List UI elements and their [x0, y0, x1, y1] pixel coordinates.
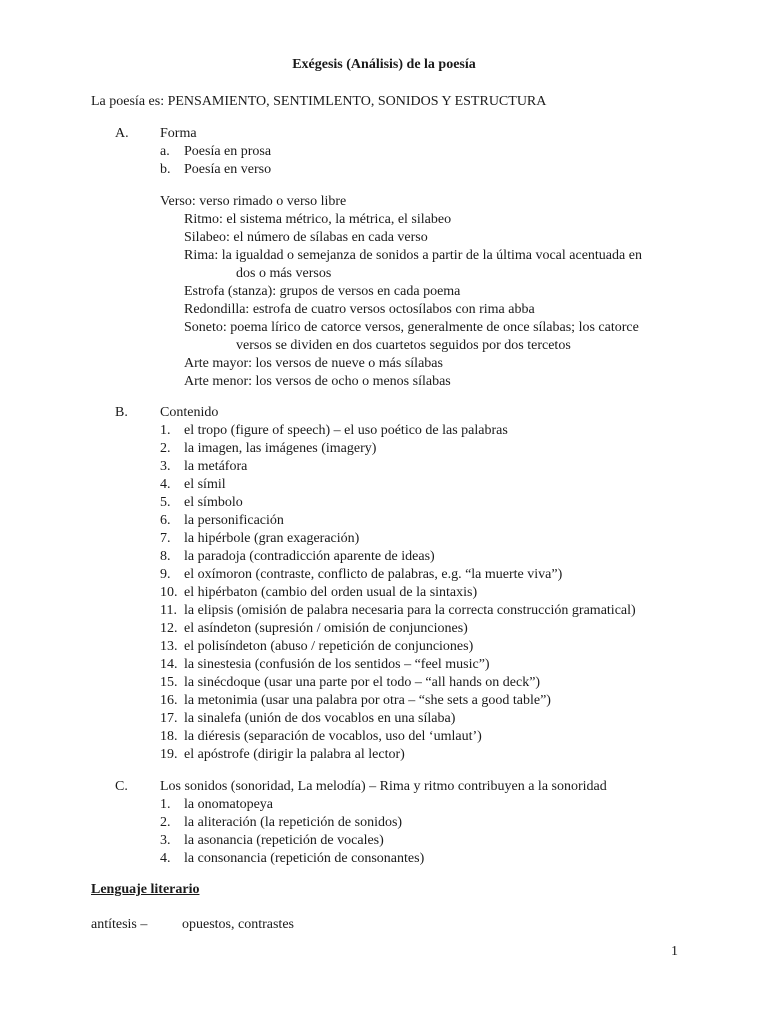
- list-item-text: el tropo (figure of speech) – el uso poético de las palabras: [184, 423, 508, 438]
- list-number: 2.: [160, 815, 171, 830]
- list-item-text: la imagen, las imágenes (imagery): [184, 441, 377, 456]
- list-number: 10.: [160, 585, 178, 600]
- definition-continuation: dos o más versos: [236, 266, 332, 281]
- list-number: 8.: [160, 549, 171, 564]
- list-item-text: el asíndeton (supresión / omisión de conjunciones): [184, 621, 468, 636]
- list-number: 1.: [160, 797, 171, 812]
- list-item-text: Poesía en prosa: [184, 144, 272, 159]
- page-title: Exégesis (Análisis) de la poesía: [292, 57, 476, 72]
- list-number: 1.: [160, 423, 171, 438]
- list-number: 3.: [160, 833, 171, 848]
- list-number: 15.: [160, 675, 178, 690]
- list-marker: a.: [160, 144, 170, 159]
- list-item-text: la metáfora: [184, 459, 248, 474]
- definition-line: Estrofa (stanza): grupos de versos en cada poema: [184, 284, 461, 299]
- list-number: 12.: [160, 621, 178, 636]
- verso-line: Verso: verso rimado o verso libre: [160, 194, 347, 209]
- list-item-text: la aliteración (la repetición de sonidos): [184, 815, 403, 830]
- definition-line: Redondilla: estrofa de cuatro versos octosílabos con rima abba: [184, 302, 535, 317]
- section-a-heading: Forma: [160, 126, 197, 141]
- list-marker: b.: [160, 162, 171, 177]
- definition-line: Ritmo: el sistema métrico, la métrica, el silabeo: [184, 212, 452, 227]
- list-number: 17.: [160, 711, 178, 726]
- definition-continuation: versos se dividen en dos cuartetos seguidos por dos tercetos: [236, 338, 571, 353]
- list-item-text: el apóstrofe (dirigir la palabra al lector): [184, 747, 405, 762]
- list-item-text: la metonimia (usar una palabra por otra – “she sets a good table”): [184, 693, 551, 708]
- list-item-text: el símil: [184, 477, 226, 492]
- list-number: 4.: [160, 851, 171, 866]
- list-number: 2.: [160, 441, 171, 456]
- list-item-text: el polisíndeton (abuso / repetición de conjunciones): [184, 639, 474, 654]
- page-number: 1: [671, 944, 678, 959]
- list-number: 6.: [160, 513, 171, 528]
- definition-line: Silabeo: el número de sílabas en cada verso: [184, 230, 428, 245]
- section-c-heading: Los sonidos (sonoridad, La melodía) – Rima y ritmo contribuyen a la sonoridad: [160, 779, 607, 794]
- list-item: [160, 161, 171, 179]
- literary-heading: Lenguaje literario: [91, 882, 200, 897]
- section-b-heading: Contenido: [160, 405, 219, 420]
- list-item-text: la sinécdoque (usar una parte por el todo – “all hands on deck”): [184, 675, 541, 690]
- literary-term: antítesis –: [91, 917, 148, 932]
- list-item-text: Poesía en verso: [184, 162, 272, 177]
- list-item-text: el símbolo: [184, 495, 243, 510]
- list-item-text: la elipsis (omisión de palabra necesaria para la correcta construcción gramatical): [184, 603, 636, 618]
- list-number: 7.: [160, 531, 171, 546]
- list-item-text: la diéresis (separación de vocablos, uso del ‘umlaut’): [184, 729, 482, 744]
- section-b-letter: B.: [115, 405, 128, 420]
- definition-line: Rima: la igualdad o semejanza de sonidos a partir de la última vocal acentuada en: [184, 248, 642, 263]
- list-item-text: la onomatopeya: [184, 797, 274, 812]
- section-a-letter: A.: [115, 126, 129, 141]
- list-number: 14.: [160, 657, 178, 672]
- list-number: 5.: [160, 495, 171, 510]
- intro-line: La poesía es: PENSAMIENTO, SENTIMLENTO, SONIDOS Y ESTRUCTURA: [91, 94, 547, 109]
- list-number: 13.: [160, 639, 178, 654]
- list-item-text: el hipérbaton (cambio del orden usual de la sintaxis): [184, 585, 478, 600]
- section-c-letter: C.: [115, 779, 128, 794]
- definition-line: Soneto: poema lírico de catorce versos, generalmente de once sílabas; los catorce: [184, 320, 639, 335]
- list-item-text: la consonancia (repetición de consonantes): [184, 851, 425, 866]
- list-number: 9.: [160, 567, 171, 582]
- list-number: 11.: [160, 603, 177, 618]
- list-number: 3.: [160, 459, 171, 474]
- list-item-text: la asonancia (repetición de vocales): [184, 833, 384, 848]
- definition-line: Arte mayor: los versos de nueve o más sílabas: [184, 356, 443, 371]
- list-number: 16.: [160, 693, 178, 708]
- literary-definition: opuestos, contrastes: [182, 917, 294, 932]
- list-item-text: la personificación: [184, 513, 284, 528]
- list-item-text: la sinalefa (unión de dos vocablos en una sílaba): [184, 711, 456, 726]
- list-number: 19.: [160, 747, 178, 762]
- list-item-text: la sinestesia (confusión de los sentidos – “feel music”): [184, 657, 490, 672]
- list-item-text: la paradoja (contradicción aparente de ideas): [184, 549, 435, 564]
- list-item: [160, 143, 170, 161]
- list-item-text: la hipérbole (gran exageración): [184, 531, 360, 546]
- list-item-text: el oxímoron (contraste, conflicto de palabras, e.g. “la muerte viva”): [184, 567, 563, 582]
- list-number: 4.: [160, 477, 171, 492]
- definition-line: Arte menor: los versos de ocho o menos sílabas: [184, 374, 451, 389]
- list-number: 18.: [160, 729, 178, 744]
